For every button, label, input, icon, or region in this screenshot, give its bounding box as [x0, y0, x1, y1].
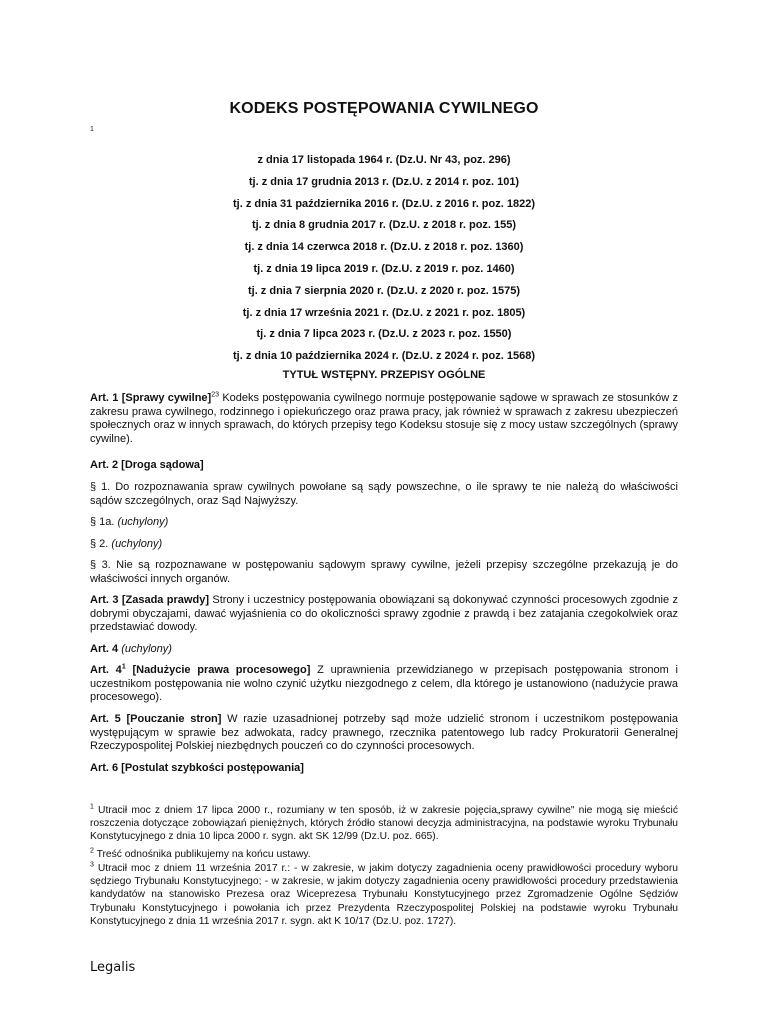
- article-4-1: [90, 664, 678, 705]
- article-3-text: Strony i uczestnicy postępowania obowiązani są dokonywać czynności procesowych zgodnie z dobrymi obyczajami, dawać wyjaśnienia co do okoliczności sprawy zgodnie z prawdą i bez zatajania czegokolwiek oraz przedstawiać dowody.: [90, 594, 678, 634]
- article-2-label: Art. 2 [Droga sądowa]: [90, 459, 204, 471]
- document-title: KODEKS POSTĘPOWANIA CYWILNEGO: [229, 100, 539, 117]
- footnote-number: 3: [90, 861, 94, 869]
- section-heading: TYTUŁ WSTĘPNY. PRZEPISY OGÓLNE: [282, 369, 486, 381]
- footnote-text: Treść odnośnika publikujemy na końcu ustawy.: [93, 849, 311, 860]
- publication-date-line: tj. z dnia 14 czerwca 2018 r. (Dz.U. z 2018 r. poz. 1360): [244, 241, 524, 254]
- article-2-par-2-status: (uchylony): [111, 538, 163, 550]
- article-1-text: Kodeks postępowania cywilnego normuje postępowanie sądowe w sprawach ze stosunków z zakresu prawa cywilnego, rodzinnego i opiekuńczego oraz prawa pracy, jak również w sprawach z zakresu ubezpieczeń społecznych oraz w innych sprawach, do których przepisy tego Kodeksu stosuje się z mocy ustaw szczególnych (sprawy cywilne).: [90, 392, 678, 445]
- article-5-text: W razie uzasadnionej potrzeby sąd może udzielić stronom i uczestnikom postępowania występującym w sprawie bez adwokata, radcy prawnego, rzecznika patentowego lub radcy Prokuratorii Generalnej Rzeczypospolitej Polskiej niezbędnych pouczeń co do czynności procesowych.: [90, 713, 678, 753]
- article-2-par-1: § 1. Do rozpoznawania spraw cywilnych powołane są sądy powszechne, o ile sprawy te nie należą do właściwości sądów szczególnych, oraz Sąd Najwyższy.: [90, 481, 678, 507]
- publication-date-line: tj. z dnia 7 sierpnia 2020 r. (Dz.U. z 2020 r. poz. 1575): [247, 284, 521, 297]
- footnote-1: [90, 804, 678, 844]
- article-2-par-1a-label: § 1a.: [90, 516, 118, 528]
- article-1-label: Art. 1 [Sprawy cywilne]: [90, 392, 212, 404]
- article-2-par-1a-status: (uchylony): [117, 516, 169, 528]
- article-1: [90, 392, 678, 446]
- footnote-2: [90, 848, 678, 861]
- footnote-number: 2: [90, 847, 94, 855]
- article-1-footnote-refs: 23: [211, 391, 219, 399]
- publication-date-line: tj. z dnia 31 października 2016 r. (Dz.U. z 2016 r. poz. 1822): [232, 197, 535, 210]
- article-2-par-2-label: § 2.: [90, 538, 112, 550]
- footnote-text: Utracił moc z dniem 17 lipca 2000 r., rozumiany w ten sposób, iż w zakresie pojęcia„sprawy cywilne" nie mogą się mieścić roszczenia dotyczące zobowiązań pieniężnych, których źródło stanowi decyzja administracyjna, na podstawie wyroku Trybunału Konstytucyjnego z dnia 10 lipca 2000 r. sygn. akt SK 12/99 (Dz.U. poz. 665).: [90, 805, 678, 843]
- footnote-3: [90, 862, 678, 928]
- article-4-1-superscript: 1: [121, 663, 126, 671]
- publication-date-line: tj. z dnia 19 lipca 2019 r. (Dz.U. z 2019 r. poz. 1460): [253, 262, 515, 275]
- publication-date-line: tj. z dnia 17 grudnia 2013 r. (Dz.U. z 2014 r. poz. 101): [248, 175, 520, 188]
- footnote-text: Utracił moc z dniem 11 września 2017 r.: - w zakresie, w jakim dotyczy zagadnienia oceny prawidłowości procedury wyboru sędziego Trybunału Konstytucyjnego; - w zakresie, w jakim dotyczy zagadnienia oceny prawidłowości procedury przedstawienia kandydatów na stanowisko Prezesa oraz Wiceprezesa Trybunału Konstytucyjnego przez Zgromadzenie Ogólne Sędziów Trybunału Konstytucyjnego i powołania ich przez Prezydenta Rzeczypospolitej Polskiej na podstawie wyroku Trybunału Konstytucyjnego z dnia 11 września 2017 r. sygn. akt K 10/17 (Dz.U. poz. 1727).: [90, 863, 678, 927]
- article-5-label: Art. 5 [Pouczanie stron]: [90, 713, 222, 725]
- publication-dates: [0, 150, 768, 368]
- article-4-1-text: Z uprawnienia przewidzianego w przepisach postępowania stronom i uczestnikom postępowania nie wolno czynić użytku niezgodnego z celem, dla którego je ustanowiono (nadużycie prawa procesowego).: [90, 664, 678, 704]
- article-4-status: (uchylony): [121, 643, 172, 655]
- publication-date-line: tj. z dnia 8 grudnia 2017 r. (Dz.U. z 2018 r. poz. 155): [251, 219, 517, 232]
- publication-date-line: z dnia 17 listopada 1964 r. (Dz.U. Nr 43, poz. 296): [257, 154, 511, 166]
- article-3-label: Art. 3 [Zasada prawdy]: [90, 594, 209, 606]
- footnote-number: 1: [90, 803, 94, 811]
- footer-brand: Legalis: [90, 960, 136, 975]
- article-6-label: Art. 6 [Postulat szybkości postępowania]: [90, 762, 304, 774]
- publication-date-line: tj. z dnia 10 października 2024 r. (Dz.U. z 2024 r. poz. 1568): [232, 350, 535, 363]
- article-4-1-label: Art. 4: [90, 664, 122, 676]
- title-footnote-marker: 1: [90, 126, 94, 133]
- article-2-par-3: § 3. Nie są rozpoznawane w postępowaniu sądowym sprawy cywilne, jeżeli przepisy szczególne przekazują je do właściwości innych organów.: [90, 559, 678, 585]
- article-2-par-1a: [90, 516, 678, 530]
- publication-date-line: tj. z dnia 7 lipca 2023 r. (Dz.U. z 2023 r. poz. 1550): [256, 328, 512, 341]
- publication-date-line: tj. z dnia 17 września 2021 r. (Dz.U. z 2021 r. poz. 1805): [242, 306, 526, 319]
- article-4: [90, 643, 678, 657]
- article-4-label: Art. 4: [90, 643, 122, 655]
- article-3: [90, 594, 678, 635]
- article-4-1-title: [Nadużycie prawa procesowego]: [125, 664, 311, 676]
- article-2-par-2: [90, 538, 678, 552]
- article-5: [90, 713, 678, 754]
